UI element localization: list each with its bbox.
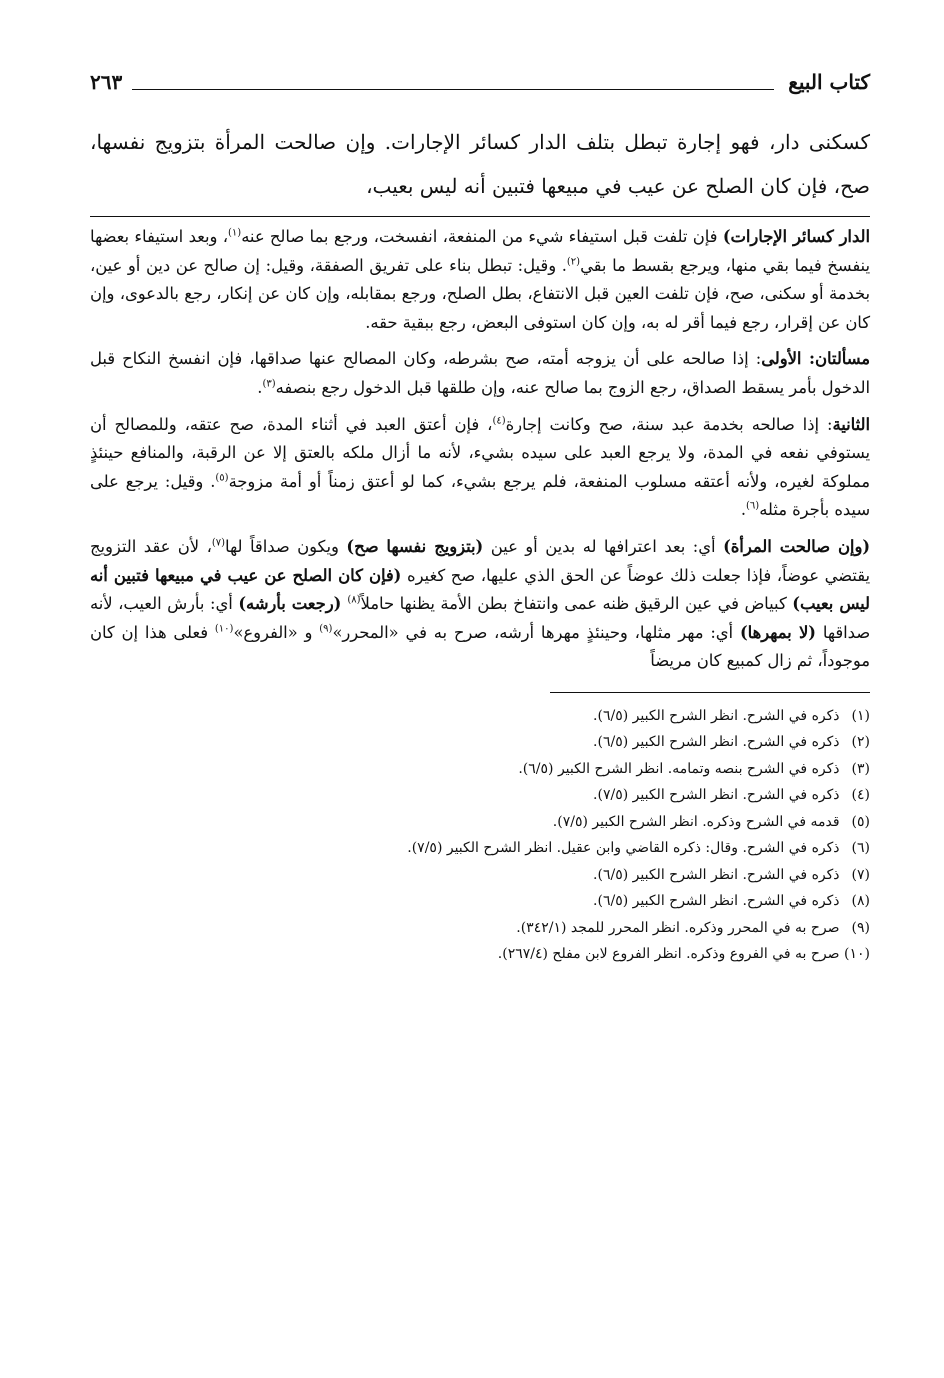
main-text: كسكنى دار، فهو إجارة تبطل بتلف الدار كسائر الإجارات. وإن صالحت المرأة بتزويج نفسها، صح، فإن كان الصلح عن عيب في مبيعها فتبين أنه ليس بعيب، [90, 130, 870, 198]
page [90, 56, 870, 1346]
quoted-phrase: (رجعت بأرشه) [238, 594, 348, 614]
footnote-number: (٨) [851, 893, 870, 910]
footnote-text: ذكره في الشرح. انظر الشرح الكبير (٦/٥). [593, 866, 840, 883]
footnote-ref[interactable]: (٢) [566, 256, 581, 268]
page-number: ٢٦٣ [90, 70, 123, 94]
quoted-phrase: (وإن صالحت المرأة) [723, 536, 871, 556]
footnote-number: (٥) [851, 813, 870, 830]
header-rule [132, 89, 774, 90]
footnote-ref[interactable]: (٦) [746, 500, 760, 512]
footnote-text: ذكره في الشرح. انظر الشرح الكبير (٦/٥). [593, 893, 840, 910]
footnote-ref[interactable]: (٩) [319, 623, 333, 635]
footnote-ref[interactable]: (١) [228, 227, 242, 239]
footnotes [90, 703, 870, 968]
book-title: كتاب البيع [788, 70, 870, 94]
footnote-ref[interactable]: (٧) [211, 537, 226, 549]
footnote-text: ذكره في الشرح. انظر الشرح الكبير (٦/٥). [593, 707, 840, 724]
quoted-phrase: (فإن كان الصلح عن عيب في مبيعها فتبين أنه ليس بعيب) [90, 565, 870, 614]
footnote-text: قدمه في الشرح وذكره. انظر الشرح الكبير (٧/٥). [552, 813, 840, 830]
quoted-phrase: (بتزويج نفسها صح) [346, 536, 484, 556]
commentary-paragraph-1: الدار كسائر الإجارات) فإن تلفت قبل استيفاء شيء من المنفعة، انفسخت، ورجع بما صالح عنه$^{(١)}$، وبعد استيفاء بعضها ينفسخ فيما بقي منها، ويرجع بقسط ما بقي$^{(٢)}$. وقيل: تبطل بناء على تفريق الصفقة، وقيل: إن صالح عن دين أو عين، بخدمة أو سكنى، صح، فإن تلفت العين قبل الانتفاع، بطل الصلح، ورجع بمقابله، وإن كان عن إنكار، رجع بالدعوى، وإن كان عن إقرار، رجع فيما أقر له به، وإن كان استوفى البعض، رجع ببقية حقه. [90, 227, 871, 332]
footnote-text: ذكره في الشرح بنصه وتمامه. انظر الشرح الكبير (٦/٥). [518, 760, 840, 777]
footnote-item [90, 888, 870, 915]
footnote-ref[interactable]: (٥) [215, 472, 229, 484]
footnote-item [90, 862, 870, 889]
section-heading: مسألتان: [808, 349, 870, 369]
footnote-rule [550, 692, 870, 693]
footnote-text: ذكره في الشرح. انظر الشرح الكبير (٧/٥). [593, 787, 840, 804]
footnote-number: (٩) [851, 919, 870, 936]
footnote-ref[interactable]: (١٠) [214, 623, 234, 635]
footnote-number: (٤) [851, 787, 870, 804]
footnote-number: (١) [851, 707, 870, 724]
footnote-text: صرح به في الفروع وذكره. انظر الفروع لابن مفلح (٢٦٧/٤). [497, 946, 840, 963]
footnote-item [90, 941, 870, 968]
footnote-number: (٧) [851, 866, 870, 883]
footnote-ref[interactable]: (٣) [262, 378, 276, 390]
commentary-paragraph-3: الثانية: إذا صالحه بخدمة عبد سنة، صح وكانت إجارة$^{(٤)}$، فإن أعتق العبد في أثناء المدة، صح عتقه، وللمصالح أن يستوفي نفعه في المدة، ولا يرجع العبد على سيده بشيء، لأنه ما أزال ملكه بالعتق إلا عن الرقبة، والمنافع حينئذٍ مملوكة لغيره، ولأنه أعتقه مسلوب المنفعة، فلم يرجع بشيء، كما لو أعتق زمناً أو أمة مزوجة$^{(٥)}$. وقيل: يرجع على سيده بأجرة مثله$^{(٦)}$. [90, 414, 871, 520]
section-subheading: الثانية [832, 414, 870, 434]
section-subheading: الأولى [761, 349, 809, 369]
footnote-ref[interactable]: (٤) [492, 415, 506, 427]
text-divider [90, 216, 870, 217]
footnote-item [90, 835, 870, 862]
commentary-paragraph-4: (وإن صالحت المرأة) أي: بعد اعترافها له بدين أو عين (بتزويج نفسها صح) ويكون صداقاً لها$^{(٧)}$، لأن عقد التزويج يقتضي عوضاً، فإذا جعلت ذلك عوضاً عن الحق الذي عليها، صح كغيره (فإن كان الصلح عن عيب في مبيعها فتبين أنه ليس بعيب) كبياض في عين الرقيق ظنه عمى وانتفاخ بطن الأمة يظنها حاملاً$^{(٨)}$ (رجعت بأرشه) أي: بأرش العيب، لأنه صداقها (لا بمهرها) أي: مهر مثلها، وحينئذٍ مهرها أرشه، صرح به في «المحرر»$^{(٩)}$ و «الفروع»$^{(١٠)}$ فعلى هذا إن كان موجوداً، ثم زال كمبيع كان مريضاً [90, 536, 871, 671]
footnote-number: (٦) [851, 840, 870, 857]
footnote-item [90, 703, 870, 730]
footnote-number: (٢) [851, 734, 870, 751]
running-header [90, 56, 870, 96]
quoted-phrase: الدار كسائر الإجارات) [722, 227, 870, 246]
footnote-text: صرح به في المحرر وذكره. انظر المحرر للمجد (٣٤٢/١). [516, 919, 840, 936]
footnote-text: ذكره في الشرح. انظر الشرح الكبير (٦/٥). [593, 734, 840, 751]
footnote-item [90, 756, 870, 783]
footnote-number: (٣) [851, 760, 870, 777]
footnote-item [90, 809, 870, 836]
footnote-number: (١٠) [844, 946, 870, 963]
commentary-paragraph-2: مسألتان: الأولى: إذا صالحه على أن يزوجه أمته، صح بشرطه، وكان المصالح عنها صداقها، فإن انفسخ النكاح قبل الدخول بأمر يسقط الصداق، رجع الزوج بما صالح عنه، وإن طلقها قبل الدخول رجع بنصفه$^{(٣)}$. [90, 349, 870, 397]
footnote-ref[interactable]: (٨) [347, 594, 361, 606]
footnote-text: ذكره في الشرح. وقال: ذكره القاضي وابن عقيل. انظر الشرح الكبير (٧/٥). [407, 840, 840, 857]
footnote-item [90, 782, 870, 809]
footnote-item [90, 915, 870, 942]
footnote-item [90, 729, 870, 756]
commentary [90, 223, 870, 676]
quoted-phrase: (لا بمهرها) [739, 622, 816, 642]
